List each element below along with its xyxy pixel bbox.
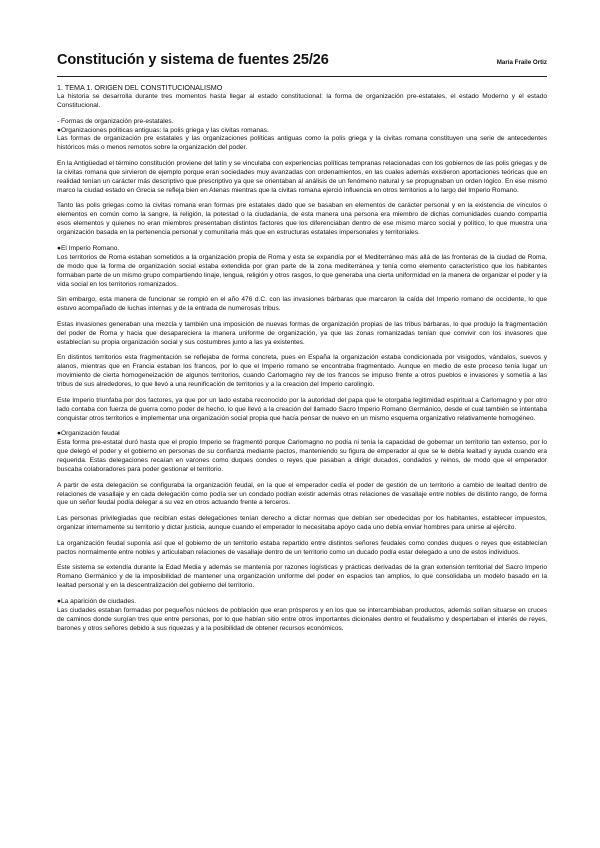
paragraph: Las personas privilegiadas que recibían estas delegaciones tenían derecho a dictar normas que debían ser obedecidas por los habitantes, establecer impuestos, organizar internamente su territorio y dictar justicia, aunque cuando el emperador lo necesitaba apoyo cada uno debía enviar hombres para unirse al ejército. bbox=[57, 515, 547, 532]
paragraph: Los territorios de Roma estaban sometidos a la organización propia de Roma y esta se expandía por el Mediterráneo más allá de las fronteras de la ciudad de Roma, de modo que la forma de organización social estaba extendida por gran parte de la zona mediterránea y tenía como elemento característico que los habitantes formaban parte de un mismo grupo compartiendo linaje, lengua, religión y otros rasgos, lo que generaba una cierta uniformidad en la manera de organizar el poder y la vida social en los territorios romanizados. bbox=[57, 253, 547, 288]
antiguas-subheading: ●Organizaciones políticas antiguas: la polis griega y las civitas romanas. bbox=[57, 126, 269, 134]
paragraph: Sin embargo, esta manera de funcionar se rompió en el año 476 d.C. con las invasiones bárbaras que marcaron la caída del Imperio romano de occidente, lo que estuvo acompañado de luchas internas y de la entrada de numerosas tribus. bbox=[57, 296, 547, 313]
ciudades-heading: ●La aparición de ciudades. bbox=[57, 597, 137, 605]
paragraph: En distintos territorios esta fragmentación se reflejaba de forma concreta, pues en España la organización estaba condicionada por visigodos, vándalos, suevos y alanos, mientras que en Francia estaban los francos, por lo que el Imperio romano se encontraba fragmentado. Aunque en medio de este proceso tenía lugar un movimiento de cierta homogeneización de algunos territorios, cuando Carlomagno rey de los francos se impuso frente a otros pueblos e invasores y sometía a las tribus de sus alrededores, lo que llevó a una reunificación de territorios y a la creación del Imperio carolingio. bbox=[57, 354, 547, 389]
imperio-heading: ●El Imperio Romano. bbox=[57, 244, 120, 252]
section-title: 1. TEMA 1. ORIGEN DEL CONSTITUCIONALISMO bbox=[57, 83, 223, 92]
paragraph: Tanto las polis griegas como la civitas romana eran formas pre estatales dado que se basaban en elementos de carácter personal y en la existencia de vínculos o elementos en común como la sangre, la religión, la potestad o la ciudadanía, de esta manera una persona era miembro de dichas comunidades cuando compartía esos elementos y quienes no eran miembros presentaban distintos factores que los diferenciaban dentro de ese mismo marco social y político, lo que muestra una organización basada en la pertenencia personal y comunitaria más que en estructuras estatales impersonales y territoriales. bbox=[57, 202, 547, 237]
paragraph: Las formas de organización pre estatales y las organizaciones políticas antiguas como la polis griega y la civitas romana constituyen una serie de antecedentes históricos más o menos remotos sobre la organización del poder. bbox=[57, 135, 547, 152]
pre-estatal-heading: - Formas de organización pre-estatales. bbox=[57, 117, 174, 125]
paragraph: Esta forma pre-estatal duró hasta que el propio Imperio se fragmentó porque Carlomagno no podía ni tenía la capacidad de gobernar un territorio tan extenso, por lo que delegó el poder y el gobierno en personas de su confianza mediante pactos, manteniendo su figura de emperador al que se le debía lealtad y ayuda cuando era requerida. Estas delegaciones recaían en varones como duques condes o reyes que pasaban a dirigir ducados, condados y reinos, de modo que el emperador buscaba colaboradores para poder gestionar el territorio. bbox=[57, 439, 547, 473]
document-title: Constitución y sistema de fuentes 25/26 bbox=[57, 52, 329, 68]
paragraph: Este Imperio triunfaba por dos factores, ya que por un lado estaba reconocido por la autoridad del papa que le otorgaba legitimidad espiritual a Carlomagno y por otro lado contaba con fuerza de guerra como poder de hecho, lo que llevó a la creación del llamado Sacro Imperio Romano Germánico, desde el cual también se intentaba conquistar otros territorios e implementar una organización social propia que hacía pensar de nuevo en un mismo esquema organizativo relativamente homogéneo. bbox=[57, 396, 547, 422]
feudal-heading: ●Organización feudal bbox=[57, 430, 120, 438]
paragraph: Estas invasiones generaban una mezcla y también una imposición de nuevas formas de organización propias de las tribus bárbaras, lo que produjo la fragmentación del poder de Roma y hacia que desapareciera la manera uniforme de organización, ya que las zonas romanizadas tenían que convivir con los invasores que establecían su propia organización social y sus costumbres junto a las ya existentes. bbox=[57, 320, 547, 346]
intro-paragraph: La historia se desarrolla durante tres momentos hasta llegar al estado constitucional: la forma de organización pre-estatales, el estado Moderno y el estado Constitucional. bbox=[57, 93, 547, 109]
paragraph: Este sistema se extendía durante la Edad Media y además se mantenía por razones logísticas y prácticas derivadas de la gran extensión territorial del Sacro Imperio Romano Germánico y de la imposibilidad de mantener una organización uniforme del poder en espacios tan amplios, lo que consolidaba un modelo basado en la lealtad personal y en la descentralización del gobierno del territorio. bbox=[57, 564, 547, 590]
document-header bbox=[57, 52, 547, 68]
paragraph: Las ciudades estaban formadas por pequeños núcleos de población que eran prósperos y en los que se intercambiaban productos, además solían situarse en cruces de caminos donde surgían tres que entre personas, por lo que habían sitio entre otros importantes dicionales dentro el feudalismo y despertaban el interés de reyes, barones y otros señores debido a sus riquezas y a la posibilidad de obtener recursos económicos. bbox=[57, 606, 547, 632]
header-divider bbox=[57, 76, 547, 77]
paragraph: La organización feudal suponía así que el gobierno de un territorio estaba repartido entre distintos señores feudales como condes duques o reyes que establecían pactos normalmente entre nobles y articulaban relaciones de vasallaje dentro de un territorio como un ducado podía estar delegado a uno de estos individuos. bbox=[57, 539, 547, 556]
paragraph: A partir de esta delegación se configuraba la organización feudal, en la que el emperador cedía el poder de gestión de un territorio a cambio de lealtad dentro de relaciones de vasallaje y en cada delegación como podía ser un condado podían existir además otras relaciones de vasallaje entre nobles de distinto rango, de forma que un señor feudal podía delegar a su vez en otros actuando frente a terceros. bbox=[57, 481, 547, 507]
author-name: María Fraile Ortiz bbox=[496, 59, 547, 66]
document-page bbox=[57, 52, 547, 633]
paragraph: En la Antigüedad el término constitución proviene del latín y se vinculaba con experiencias políticas tempranas relacionadas con los gobiernos de las polis griegas y de la civitas romana que sirvieron de ejemplo porque eran sociedades muy avanzadas con ordenamientos, en las cuales además existieron aportaciones teóricas que en realidad tenían un carácter más descriptivo que prescriptivo ya que se orientaban al análisis de un fenómeno natural y se propugnaban un orden lógico. En ese mismo marco la ciudad estado en Grecia se refleja bien en Atenas mientras que la civitas romana ejerció influencia en otros territorios a lo largo del Imperio Romano. bbox=[57, 160, 547, 194]
